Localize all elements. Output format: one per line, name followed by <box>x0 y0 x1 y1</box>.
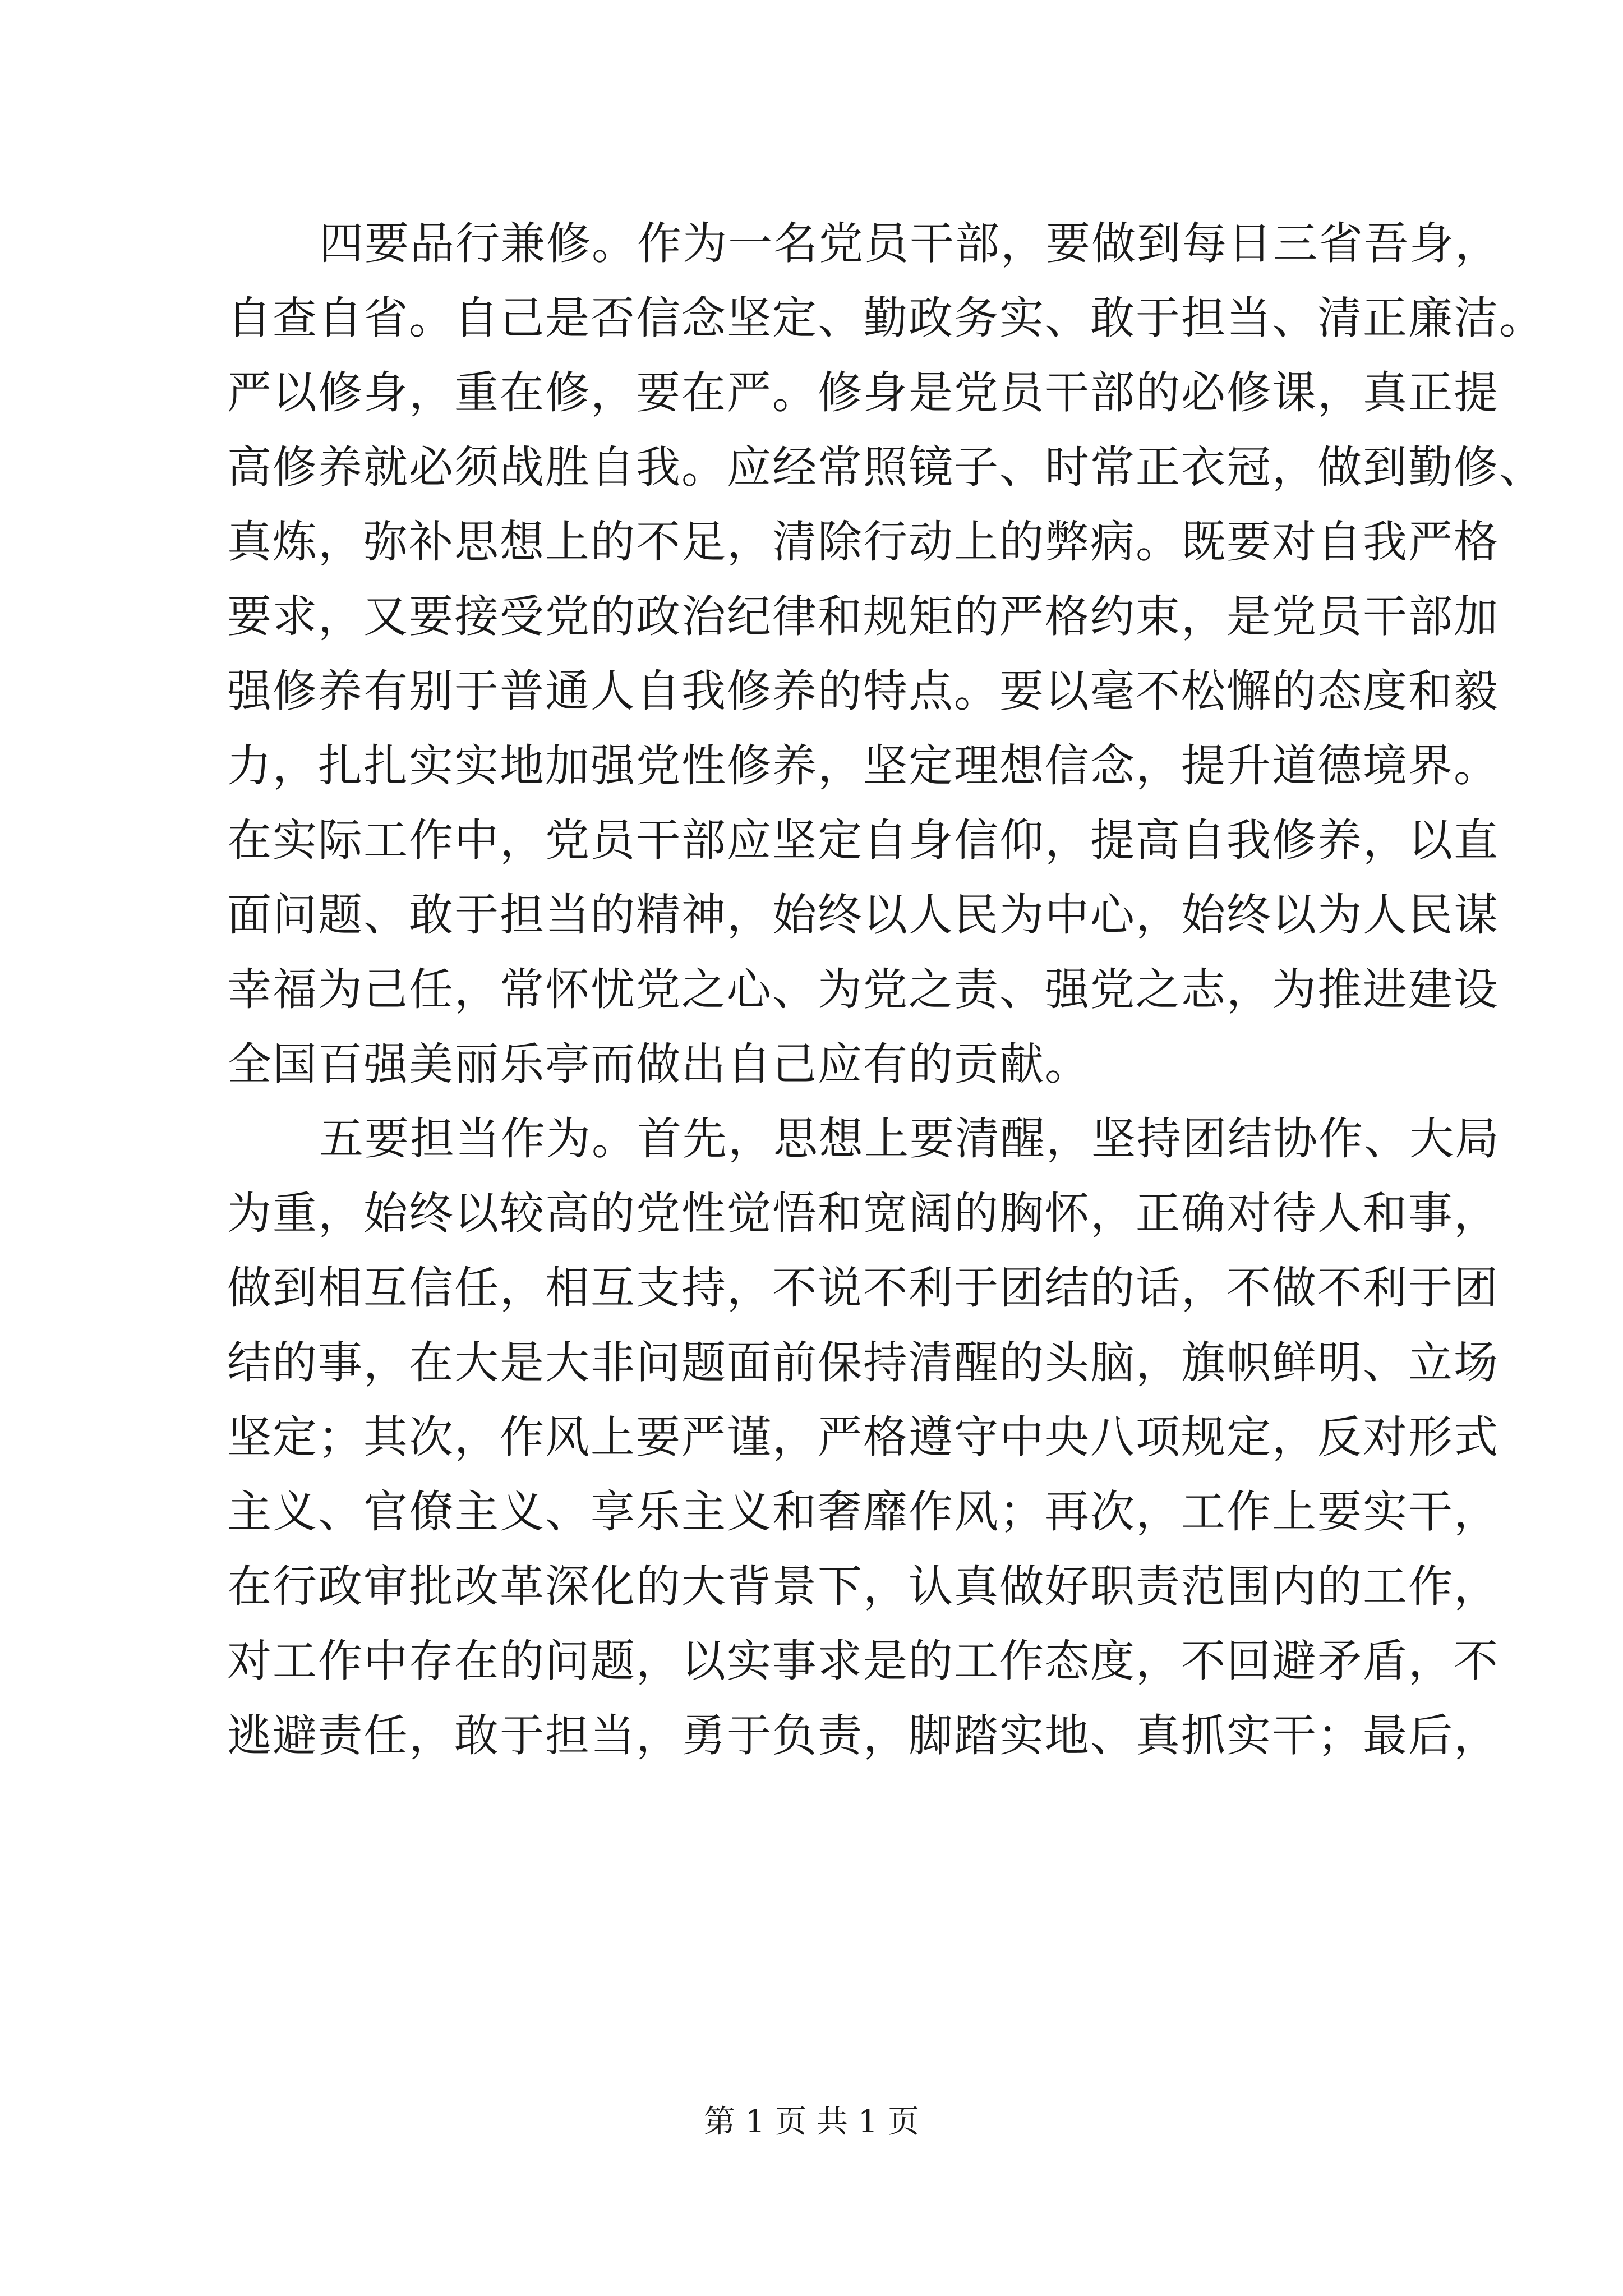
text-line: 五要担当作为。首先，思想上要清醒，坚持团结协作、大局 <box>319 1113 1500 1165</box>
text-line: 坚定；其次，作风上要严谨，严格遵守中央八项规定，反对形式 <box>227 1411 1499 1463</box>
text-line: 在实际工作中，党员干部应坚定自身信仰，提高自我修养，以直 <box>227 815 1499 866</box>
text-line: 面问题、敢于担当的精神，始终以人民为中心，始终以为人民谋 <box>227 889 1499 941</box>
page-number-footer: 第 1 页 共 1 页 <box>703 2104 920 2140</box>
paragraph-four-requirements-character <box>227 206 1544 1102</box>
text-line: 对工作中存在的问题，以实事求是的工作态度，不回避矛盾，不 <box>227 1635 1499 1687</box>
text-line: 做到相互信任，相互支持，不说不利于团结的话，不做不利于团 <box>227 1262 1499 1314</box>
document-body <box>227 206 1544 1773</box>
text-line: 真炼，弥补思想上的不足，清除行动上的弊病。既要对自我严格 <box>227 516 1499 568</box>
text-line: 全国百强美丽乐亭而做出自己应有的贡献。 <box>227 1038 1090 1090</box>
text-line: 强修养有别于普通人自我修养的特点。要以毫不松懈的态度和毅 <box>227 665 1499 717</box>
text-line: 要求，又要接受党的政治纪律和规矩的严格约束，是党员干部加 <box>227 591 1499 642</box>
text-line: 幸福为己任，常怀忧党之心、为党之责、强党之志，为推进建设 <box>227 964 1499 1015</box>
text-line: 严以修身，重在修，要在严。修身是党员干部的必修课，真正提 <box>227 367 1499 418</box>
text-line: 力，扎扎实实地加强党性修养，坚定理想信念，提升道德境界。 <box>227 740 1499 792</box>
text-line: 结的事，在大是大非问题面前保持清醒的头脑，旗帜鲜明、立场 <box>227 1337 1499 1388</box>
text-line: 逃避责任，敢于担当，勇于负责，脚踏实地、真抓实干；最后， <box>227 1710 1499 1761</box>
text-line: 四要品行兼修。作为一名党员干部，要做到每日三省吾身， <box>319 218 1500 269</box>
paragraph-five-requirements-responsibility <box>227 1102 1500 1773</box>
text-line: 在行政审批改革深化的大背景下，认真做好职责范围内的工作， <box>227 1561 1499 1612</box>
text-line: 自查自省。自己是否信念坚定、勤政务实、敢于担当、清正廉洁。 <box>227 292 1544 344</box>
text-line: 为重，始终以较高的党性觉悟和宽阔的胸怀，正确对待人和事， <box>227 1188 1499 1239</box>
text-line: 主义、官僚主义、享乐主义和奢靡作风；再次，工作上要实干， <box>227 1486 1499 1538</box>
text-line: 高修养就必须战胜自我。应经常照镜子、时常正衣冠，做到勤修、 <box>227 441 1544 493</box>
